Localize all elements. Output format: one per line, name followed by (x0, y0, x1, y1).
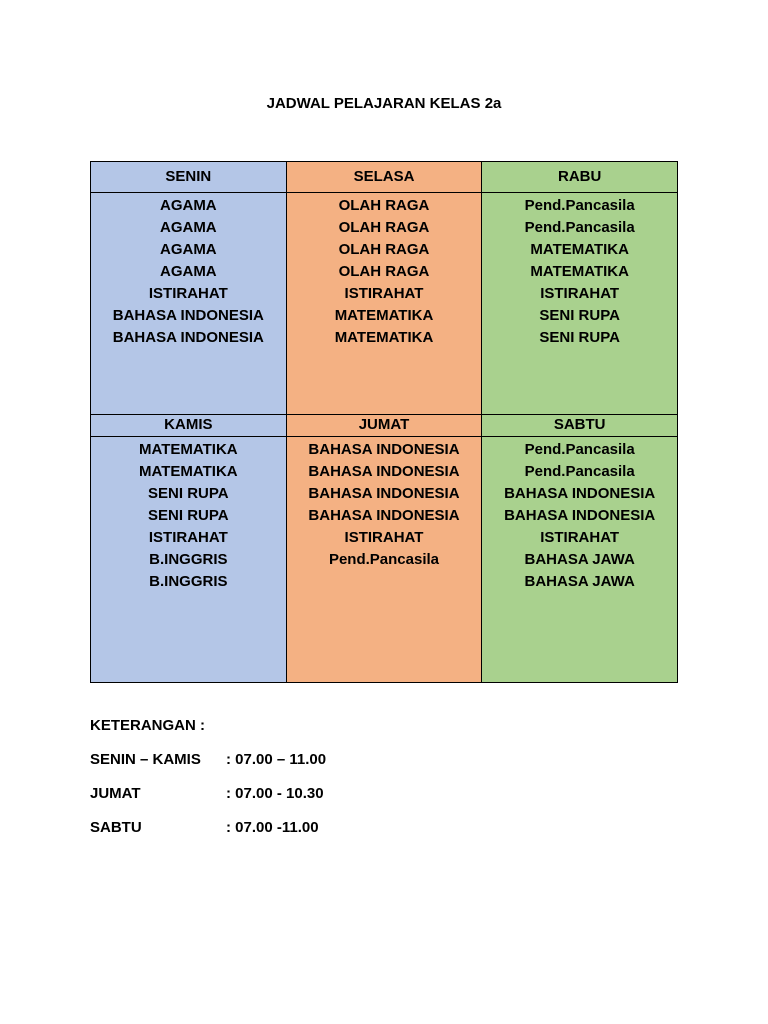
subjects-kamis (91, 436, 287, 683)
note-time: : 07.00 - 10.30 (226, 785, 324, 802)
subjects-rabu (482, 193, 678, 415)
subjects-senin (91, 193, 287, 415)
table-row (91, 436, 678, 683)
subject-item: ISTIRAHAT (344, 285, 424, 303)
subject-item: SENI RUPA (148, 506, 229, 524)
subjects-selasa (286, 193, 482, 415)
subject-item: Pend.Pancasila (524, 197, 635, 215)
subject-list-senin (91, 193, 286, 349)
notes-heading: KETERANGAN : (90, 717, 205, 734)
subject-item: AGAMA (159, 197, 217, 215)
subject-item: AGAMA (159, 241, 217, 259)
subject-item: BAHASA INDONESIA (308, 462, 460, 480)
note-time: : 07.00 -11.00 (226, 819, 319, 836)
subject-item: SENI RUPA (148, 484, 229, 502)
subject-item: BAHASA INDONESIA (504, 484, 656, 502)
subject-item: B.INGGRIS (149, 572, 228, 590)
day-header-sabtu: SABTU (482, 415, 678, 436)
subject-item: B.INGGRIS (149, 550, 228, 568)
subject-item: OLAH RAGA (338, 219, 430, 237)
subject-item: MATEMATIKA (530, 263, 629, 281)
note-day: JUMAT (90, 785, 141, 802)
subject-item: AGAMA (159, 263, 217, 281)
subject-item: BAHASA INDONESIA (112, 329, 264, 347)
subject-list-kamis (91, 437, 286, 593)
subject-item: BAHASA JAWA (524, 572, 635, 590)
subject-list-jumat (287, 437, 482, 571)
note-time: : 07.00 – 11.00 (226, 751, 327, 768)
subject-item: BAHASA INDONESIA (504, 506, 656, 524)
subject-item: Pend.Pancasila (328, 550, 440, 568)
subject-item: AGAMA (159, 219, 217, 237)
schedule-table (90, 161, 678, 683)
subject-item: MATEMATIKA (334, 307, 434, 325)
day-header-senin: SENIN (91, 162, 287, 193)
subject-item: OLAH RAGA (338, 263, 430, 281)
subject-item: SENI RUPA (539, 329, 620, 347)
note-row-jumat (90, 784, 690, 804)
note-row-sabtu (90, 818, 690, 838)
subject-item: MATEMATIKA (530, 241, 629, 259)
note-row-senin-kamis (90, 750, 690, 770)
subject-item: MATEMATIKA (139, 440, 238, 458)
subject-item: Pend.Pancasila (524, 440, 635, 458)
subject-item: ISTIRAHAT (148, 528, 228, 546)
subject-item: OLAH RAGA (338, 241, 430, 259)
day-header-selasa: SELASA (286, 162, 482, 193)
note-day: SABTU (90, 819, 142, 836)
subject-item: ISTIRAHAT (540, 528, 620, 546)
subject-item: BAHASA INDONESIA (308, 440, 460, 458)
page-title: JADWAL PELAJARAN KELAS 2a (266, 95, 502, 112)
subjects-sabtu (482, 436, 678, 683)
subject-item: BAHASA INDONESIA (308, 506, 460, 524)
subject-list-selasa (287, 193, 482, 349)
subject-list-sabtu (482, 437, 677, 593)
subject-item: BAHASA INDONESIA (112, 307, 264, 325)
subject-item: ISTIRAHAT (344, 528, 424, 546)
subject-item: ISTIRAHAT (148, 285, 228, 303)
subject-item: OLAH RAGA (338, 197, 430, 215)
day-header-rabu: RABU (482, 162, 678, 193)
subject-item: Pend.Pancasila (524, 462, 635, 480)
subject-item: Pend.Pancasila (524, 219, 635, 237)
table-header-row (91, 162, 678, 193)
day-header-jumat: JUMAT (286, 415, 482, 436)
subject-item: MATEMATIKA (139, 462, 238, 480)
subject-item: BAHASA JAWA (524, 550, 635, 568)
table-row (91, 193, 678, 415)
subject-item: MATEMATIKA (334, 329, 434, 347)
day-header-kamis: KAMIS (91, 415, 287, 436)
subject-item: ISTIRAHAT (540, 285, 620, 303)
note-day: SENIN – KAMIS (90, 751, 201, 768)
subject-item: BAHASA INDONESIA (308, 484, 460, 502)
subject-item: SENI RUPA (539, 307, 620, 325)
table-header-row (91, 415, 678, 436)
notes-section (90, 716, 690, 852)
subject-list-rabu (482, 193, 677, 349)
subjects-jumat (286, 436, 482, 683)
